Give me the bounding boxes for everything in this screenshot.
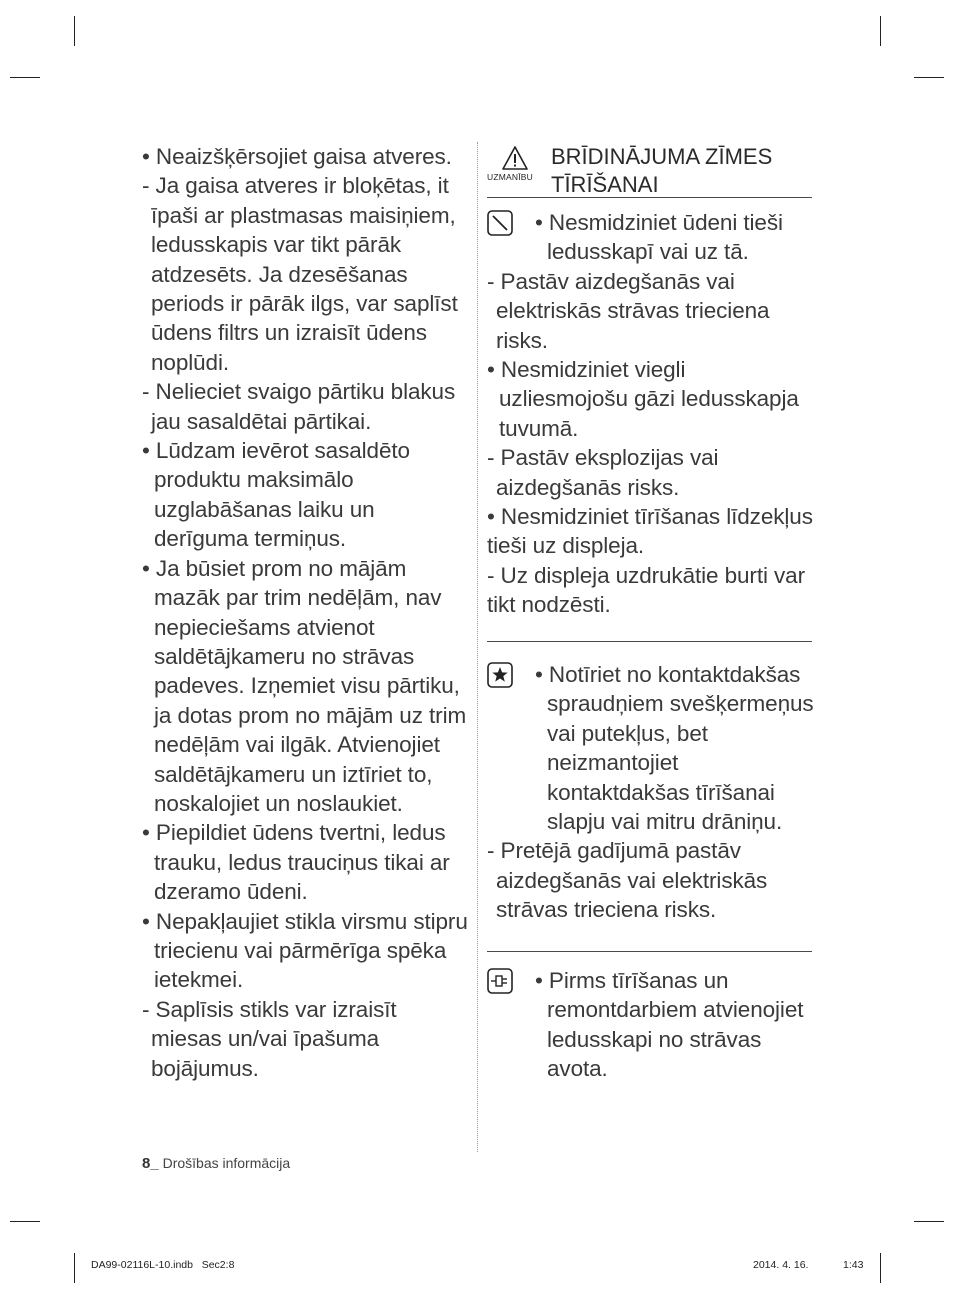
crop-mark <box>74 16 75 46</box>
section-1-dash: - Pastāv eksplozijas vai aizdegšanās risks. <box>487 445 719 500</box>
section-1-dash: - Uz displeja uzdrukātie burti var tikt nodzēsti. <box>487 562 805 618</box>
section-rule <box>487 197 812 198</box>
warning-label: UZMANĪBU <box>487 172 533 182</box>
left-item: • Nepakļaujiet stikla virsmu stipru triecienu vai pārmērīga spēka ietekmei. <box>142 908 468 993</box>
left-item: - Saplīsis stikls var izraisīt miesas un/vai īpašuma bojājumus. <box>142 996 397 1081</box>
footer-section-name: Drošības informācija <box>162 1155 291 1171</box>
section-3-bullet: • Pirms tīrīšanas un remontdarbiem atvienojiet ledusskapi no strāvas avota. <box>535 968 804 1082</box>
section-heading <box>487 140 812 196</box>
slug-file: DA99-02116L-10.indb Sec2:8 <box>91 1259 235 1271</box>
crop-mark <box>914 77 944 78</box>
crop-mark <box>10 77 40 78</box>
section-1-dash: - Pastāv aizdegšanās vai elektriskās strāvas trieciena risks. <box>487 268 770 353</box>
left-column <box>142 142 472 1083</box>
column-divider <box>477 142 478 1152</box>
left-item: • Lūdzam ievērot sasaldēto produktu maksimālo uzglabāšanas laiku un derīguma termiņus. <box>142 438 410 552</box>
section-1-bullet: • Nesmidziniet ūdeni tieši ledusskapī vai uz tā. <box>535 210 783 265</box>
crop-mark <box>10 1221 40 1222</box>
section-rule <box>487 641 812 642</box>
section-1-bullet: • Nesmidziniet viegli uzliesmojošu gāzi ledusskapja tuvumā. <box>487 357 799 441</box>
heading-line: BRĪDINĀJUMA ZĪMES <box>551 144 773 169</box>
heading-title <box>551 143 772 199</box>
left-item: • Piepildiet ūdens tvertni, ledus trauku, ledus trauciņus tikai ar dzeramo ūdeni. <box>142 820 450 905</box>
crop-mark <box>880 1253 881 1283</box>
section-2-bullet: • Notīriet no kontaktdakšas spraudņiem svešķermeņus vai putekļus, bet neizmantojiet kontaktdakšas tīrīšanai slapju vai mitru drāniņu. <box>535 662 814 835</box>
page-footer <box>142 1155 290 1172</box>
slug-date: 2014. 4. 16. <box>753 1259 809 1271</box>
left-item: • Neaizšķērsojiet gaisa atveres. <box>142 144 452 169</box>
heading-line: TĪRĪŠANAI <box>551 172 659 197</box>
left-item: - Nelieciet svaigo pārtiku blakus jau sasaldētai pārtikai. <box>142 379 456 434</box>
left-item: - Ja gaisa atveres ir bloķētas, it īpaši ar plastmasas maisiņiem, ledusskapis var tikt pārāk atdzesēts. Ja dzesēšanas periods ir pārāk ilgs, var saplīst ūdens filtrs un izraisīt ūdens noplūdi. <box>142 173 458 375</box>
section-3 <box>487 966 817 1084</box>
page-number: 8_ <box>142 1155 159 1172</box>
crop-mark <box>914 1221 944 1222</box>
section-1-bullet: • Nesmidziniet tīrīšanas līdzekļus tieši uz displeja. <box>487 504 813 559</box>
slug-time: 1:43 <box>843 1259 864 1271</box>
section-2 <box>487 660 817 925</box>
warning-icon <box>501 145 529 171</box>
left-item: • Ja būsiet prom no mājām mazāk par trim nedēļām, nav nepieciešams atvienot saldētājkameru no strāvas padeves. Izņemiet visu pārtiku, ja dotas prom no mājām uz trim nedēļām vai ilgāk. Atvienojiet saldētājkameru un iztīriet to, noskalojiet un noslaukiet. <box>142 555 467 816</box>
section-1 <box>487 208 817 620</box>
section-2-dash: - Pretējā gadījumā pastāv aizdegšanās vai elektriskās strāvas trieciena risks. <box>487 838 768 923</box>
crop-mark <box>880 16 881 46</box>
section-rule <box>487 951 812 952</box>
crop-mark <box>74 1253 75 1283</box>
